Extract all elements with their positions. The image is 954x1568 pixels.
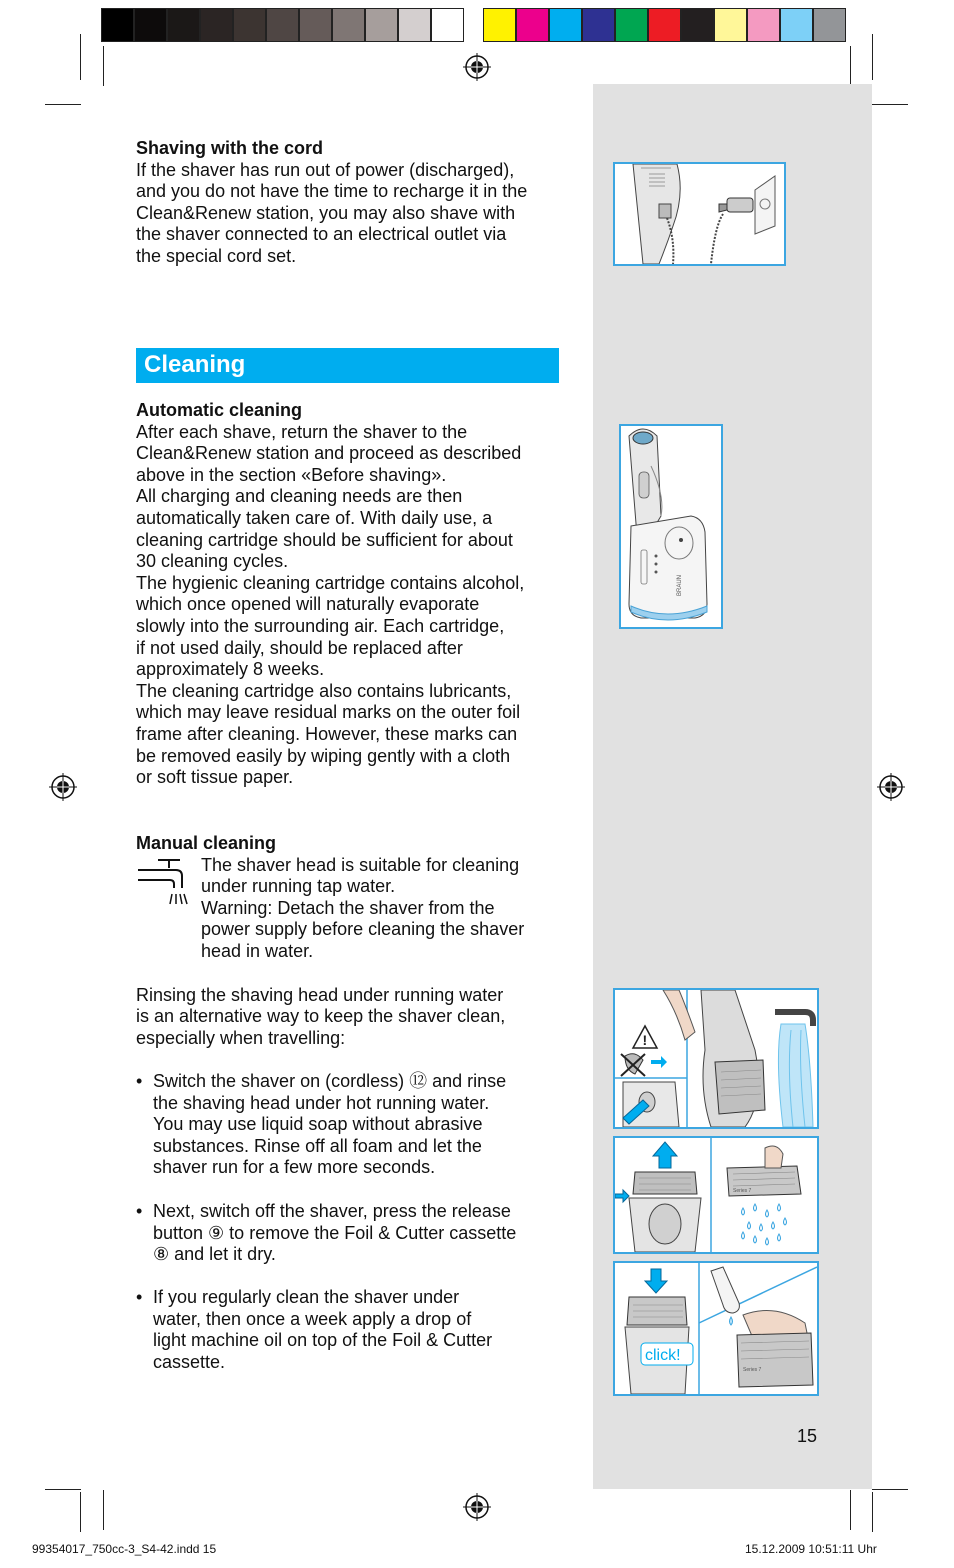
bullet-text-line: Switch the shaver on (cordless) ⑫ and rinse [153, 1071, 507, 1091]
bullet-text-line: cassette. [153, 1351, 226, 1372]
color-swatch [813, 8, 846, 42]
color-swatch [299, 8, 332, 42]
color-swatch [233, 8, 266, 42]
text-line: head in water. [201, 941, 314, 961]
text-line: Rinsing the shaving head under running water [136, 984, 504, 1005]
crop-mark [103, 1490, 104, 1530]
color-swatch [483, 8, 516, 42]
text-line: under running tap water. [201, 876, 396, 897]
color-swatch [332, 8, 365, 42]
color-swatch [780, 8, 813, 42]
text-line: the special cord set. [136, 246, 297, 266]
cassette-series-label: Series 7 [743, 1367, 762, 1373]
cleaning-banner [136, 348, 559, 383]
shaver-cord-outlet-illustration [615, 164, 784, 264]
text-line: slowly into the surrounding air. Each cartridge, [136, 616, 505, 636]
grayscale-color-bar [101, 8, 464, 42]
bullet-text-line: button ⑨ to remove the Foil & Cutter cassette [153, 1222, 517, 1243]
color-swatch [549, 8, 582, 42]
text-line: Clean&Renew station and proceed as described [136, 443, 522, 464]
automatic-cleaning-heading: Automatic cleaning [136, 400, 303, 420]
bullet-text-line: the shaving head under hot running water. [153, 1092, 490, 1113]
registration-mark-icon [876, 772, 906, 802]
text-line: is an alternative way to keep the shaver clean, [136, 1006, 506, 1027]
text-line: Clean&Renew station, you may also shave with [136, 202, 516, 223]
text-line: which may leave residual marks on the outer foil [136, 702, 521, 723]
bullet-text-line: shaver run for a few more seconds. [153, 1157, 436, 1178]
color-swatch [200, 8, 233, 42]
footer-file-info: 99354017_750cc-3_S4-42.indd 15 [32, 1542, 217, 1556]
text-line: All charging and cleaning needs are then [136, 486, 463, 507]
rinse-under-tap-figure [613, 988, 819, 1129]
text-line: which once opened will naturally evaporate [136, 594, 480, 615]
text-line: The hygienic cleaning cartridge contains alcohol, [136, 572, 525, 593]
color-swatch [365, 8, 398, 42]
color-swatch [714, 8, 747, 42]
text-line: the shaver connected to an electrical outlet via [136, 224, 507, 245]
text-line: be removed easily by wiping gently with a cloth [136, 745, 511, 766]
crop-mark [45, 1489, 81, 1490]
cord-figure [613, 162, 786, 266]
manual-cleaning-heading: Manual cleaning [136, 833, 277, 853]
text-line: Warning: Detach the shaver from the [201, 897, 495, 918]
remove-cassette-illustration [615, 1138, 817, 1252]
bullet-text-line: light machine oil on top of the Foil & Cutter [153, 1330, 493, 1351]
text-line: above in the section «Before shaving». [136, 464, 447, 485]
bullet-text-line: Next, switch off the shaver, press the release [153, 1201, 511, 1221]
color-swatch [516, 8, 549, 42]
running-water-icon [136, 858, 188, 908]
oil-cassette-figure [613, 1261, 819, 1396]
color-swatch [101, 8, 134, 42]
station-brand-label: BRAUN [677, 574, 683, 596]
registration-mark-icon [462, 1492, 492, 1522]
footer-timestamp: 15.12.2009 10:51:11 Uhr [745, 1542, 877, 1556]
text-line: if not used daily, should be replaced after [136, 637, 463, 658]
color-swatch [615, 8, 648, 42]
crop-mark [850, 1490, 851, 1530]
oil-cassette-illustration [615, 1263, 817, 1394]
crop-mark [103, 46, 104, 86]
color-swatch [431, 8, 464, 42]
registration-mark-icon [462, 52, 492, 82]
text-line: After each shave, return the shaver to the [136, 421, 468, 442]
text-line: or soft tissue paper. [136, 767, 294, 788]
color-swatch [167, 8, 200, 42]
bullet-marker: • [136, 1071, 143, 1091]
bullet-text-line: water, then once a week apply a drop of [153, 1308, 472, 1329]
text-line: 30 cleaning cycles. [136, 551, 289, 572]
click-label: click! [645, 1347, 681, 1364]
cassette-series-label: Series 7 [733, 1188, 752, 1194]
bullet-text-line: substances. Rinse off all foam and let the [153, 1135, 482, 1156]
text-line: frame after cleaning. However, these marks can [136, 724, 518, 744]
text-line: The shaver head is suitable for cleaning [201, 854, 520, 875]
bullet-marker: • [136, 1201, 143, 1221]
cleaning-title: Cleaning [144, 351, 246, 378]
color-swatch [681, 8, 714, 42]
crop-mark [872, 104, 908, 105]
color-swatch [648, 8, 681, 42]
text-line: cleaning cartridge should be sufficient for about [136, 529, 513, 550]
color-swatch [747, 8, 780, 42]
page-number: 15 [797, 1426, 818, 1446]
color-swatch [266, 8, 299, 42]
crop-mark [850, 46, 851, 86]
text-line: automatically taken care of. With daily use, a [136, 508, 493, 528]
bullet-marker: • [136, 1287, 143, 1307]
text-line: power supply before cleaning the shaver [201, 919, 525, 940]
text-line: approximately 8 weeks. [136, 659, 325, 680]
clean-renew-station-illustration [621, 426, 721, 627]
text-line: especially when travelling: [136, 1027, 346, 1048]
remove-cassette-figure [613, 1136, 819, 1254]
color-swatch [398, 8, 431, 42]
color-swatch [134, 8, 167, 42]
crop-mark [80, 1492, 81, 1532]
text-line: The cleaning cartridge also contains lubricants, [136, 680, 512, 701]
svg-text:!: ! [642, 1032, 648, 1048]
clean-renew-station-figure [619, 424, 723, 629]
registration-mark-icon [48, 772, 78, 802]
crop-mark [872, 1492, 873, 1532]
text-line: If the shaver has run out of power (discharged), [136, 159, 515, 180]
bullet-text-line: ⑧ and let it dry. [153, 1244, 276, 1265]
cmyk-color-bar [483, 8, 846, 42]
cord-heading: Shaving with the cord [136, 138, 324, 158]
crop-mark [872, 1489, 908, 1490]
bullet-text-line: You may use liquid soap without abrasive [153, 1114, 483, 1135]
bullet-text-line: If you regularly clean the shaver under [153, 1287, 460, 1307]
color-swatch [582, 8, 615, 42]
crop-mark [45, 104, 81, 105]
crop-mark [872, 34, 873, 80]
crop-mark [80, 34, 81, 80]
rinse-illustration [615, 990, 817, 1127]
text-line: and you do not have the time to recharge it in the [136, 181, 528, 202]
